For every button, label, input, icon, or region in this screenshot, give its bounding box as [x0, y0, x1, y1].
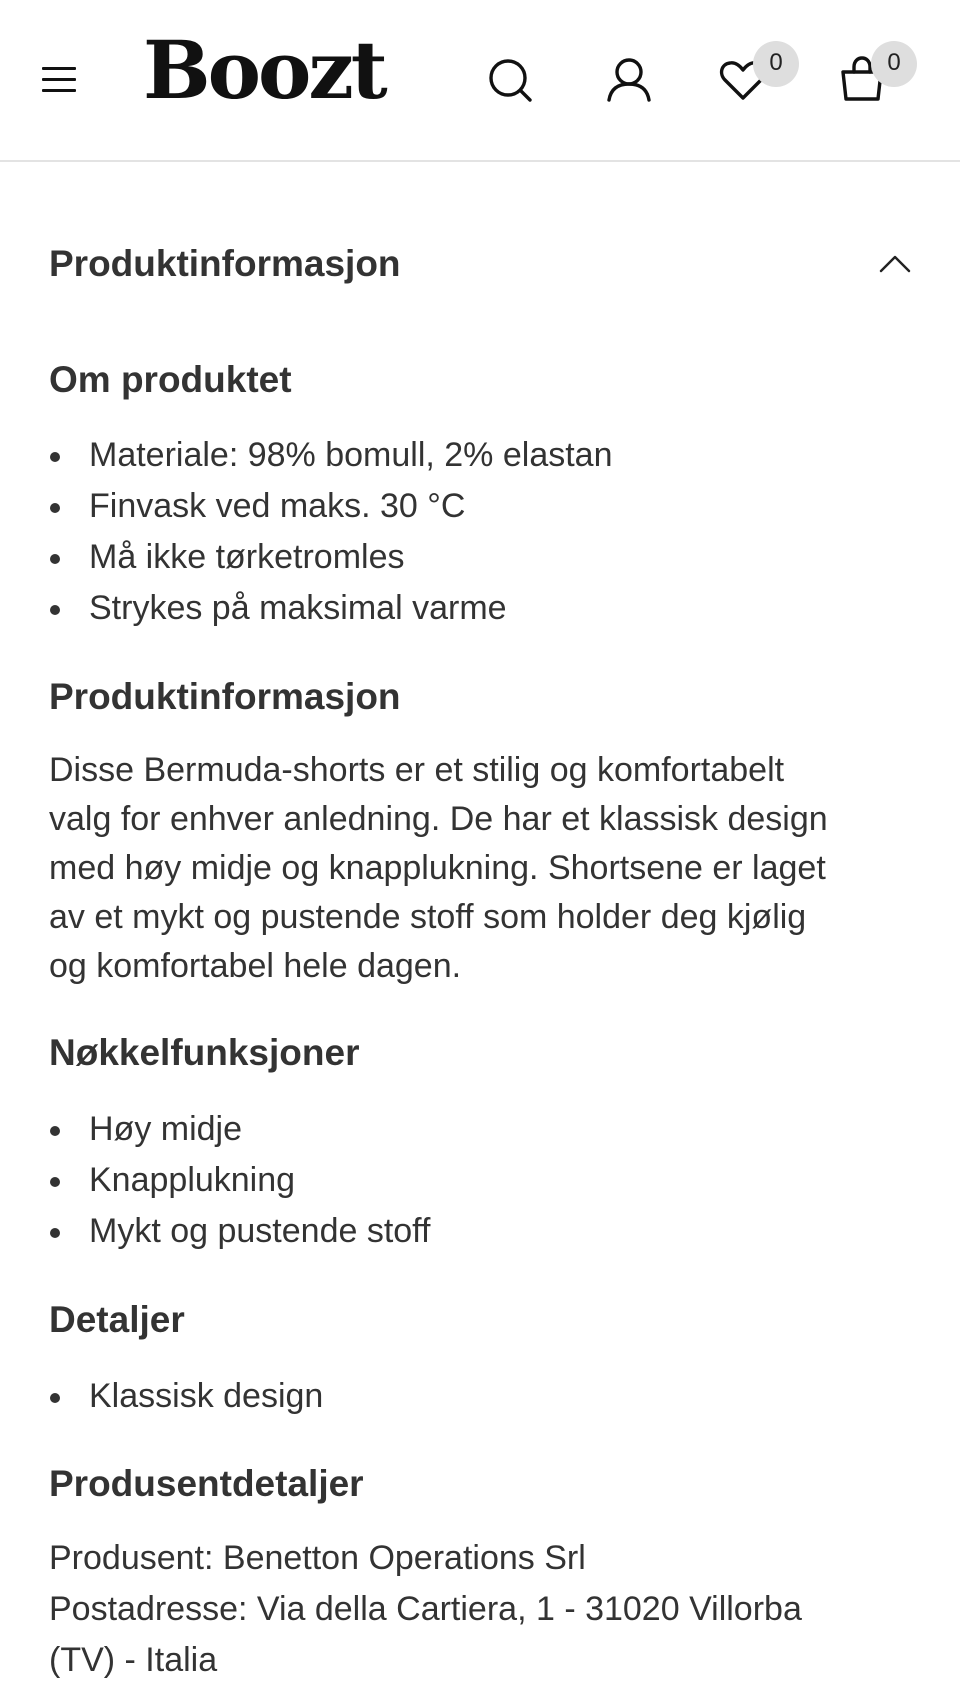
list-item: Må ikke tørketromles	[49, 532, 919, 583]
menu-icon[interactable]	[38, 62, 82, 98]
manufacturer-details	[49, 1533, 919, 1686]
details-list	[49, 1371, 919, 1422]
list-item: Strykes på maksimal varme	[49, 583, 919, 634]
account-icon[interactable]	[601, 52, 657, 108]
manufacturer-line: (TV) - Italia	[49, 1641, 218, 1679]
brand-logo[interactable]: Boozt	[143, 23, 385, 117]
list-item: Knapplukning	[49, 1155, 919, 1206]
accordion-title: Produktinformasjon	[49, 243, 401, 284]
wishlist-count-badge: 0	[753, 41, 799, 87]
chevron-up-icon	[875, 244, 915, 284]
top-navigation-bar	[0, 0, 960, 162]
list-item: Klassisk design	[49, 1371, 919, 1422]
list-item: Høy midje	[49, 1104, 919, 1155]
description-line: og komfortabel hele dagen.	[49, 947, 462, 985]
menu-line	[42, 89, 76, 92]
description-line: av et mykt og pustende stoff som holder deg kjølig	[49, 898, 807, 936]
section-title-info: Produktinformasjon	[49, 676, 401, 717]
section-title-manufacturer: Produsentdetaljer	[49, 1463, 364, 1504]
description-line: valg for enhver anledning. De har et klassisk design	[49, 800, 828, 838]
section-title-details: Detaljer	[49, 1299, 185, 1340]
cart-count-badge: 0	[871, 41, 917, 87]
menu-line	[42, 67, 76, 70]
list-item: Finvask ved maks. 30 °C	[49, 481, 919, 532]
section-title-about: Om produktet	[49, 359, 292, 400]
search-icon[interactable]	[482, 52, 538, 108]
description-line: Disse Bermuda-shorts er et stilig og komfortabelt	[49, 751, 785, 789]
section-title-features: Nøkkelfunksjoner	[49, 1032, 360, 1073]
menu-line	[42, 78, 76, 81]
product-description	[49, 746, 919, 991]
manufacturer-line: Postadresse: Via della Cartiera, 1 - 31020 Villorba	[49, 1590, 802, 1628]
product-info-accordion-toggle[interactable]	[49, 234, 919, 294]
description-line: med høy midje og knapplukning. Shortsene er laget	[49, 849, 826, 887]
about-list	[49, 430, 919, 634]
list-item: Materiale: 98% bomull, 2% elastan	[49, 430, 919, 481]
features-list	[49, 1104, 919, 1257]
manufacturer-line: Produsent: Benetton Operations Srl	[49, 1539, 586, 1577]
list-item: Mykt og pustende stoff	[49, 1206, 919, 1257]
